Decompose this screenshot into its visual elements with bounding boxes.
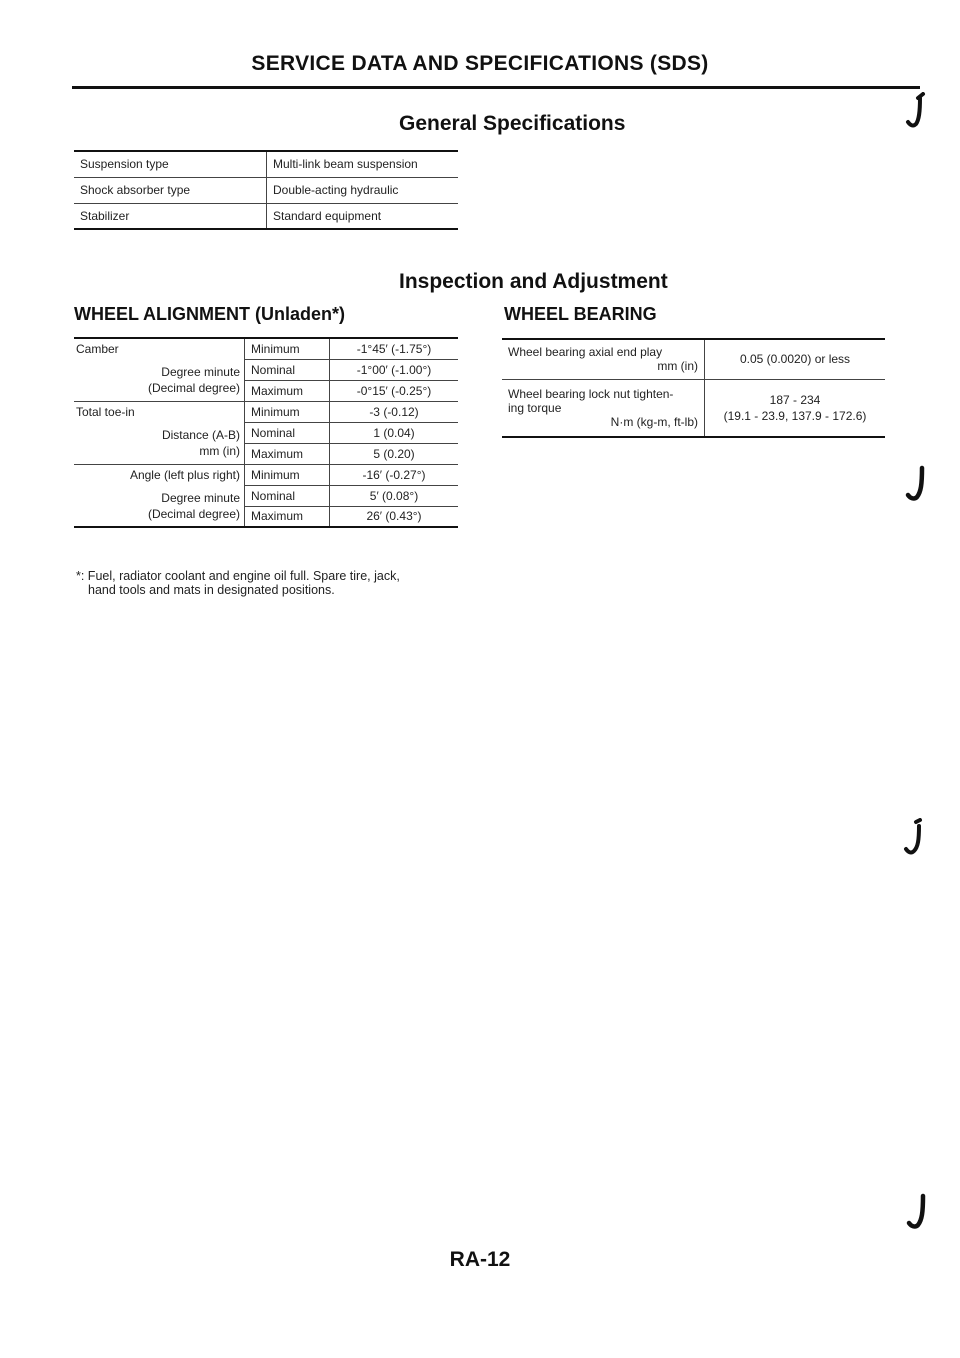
page-header-title: SERVICE DATA AND SPECIFICATIONS (SDS) bbox=[251, 52, 709, 75]
alignment-footnote bbox=[76, 569, 476, 597]
bearing-endplay-label: Wheel bearing axial end play bbox=[508, 345, 663, 360]
toe-angle-unit-line2: (Decimal degree) bbox=[147, 506, 240, 521]
bearing-endplay-unit: mm (in) bbox=[657, 359, 698, 374]
bearing-item bbox=[502, 339, 705, 379]
limit-kind: Nominal bbox=[245, 359, 330, 380]
limit-kind: Minimum bbox=[245, 401, 330, 422]
toe-distance-label-cell bbox=[74, 401, 245, 464]
table-row bbox=[74, 401, 458, 422]
table-row bbox=[74, 177, 458, 203]
inspection-adjustment-title: Inspection and Adjustment bbox=[399, 270, 668, 293]
wheel-bearing-table bbox=[502, 338, 885, 438]
camber-label: Camber bbox=[76, 342, 119, 356]
limit-value: 5 (0.20) bbox=[330, 443, 459, 464]
limit-value: -1°45′ (-1.75°) bbox=[356, 341, 432, 356]
footnote-line-2: hand tools and mats in designated positions. bbox=[88, 583, 335, 597]
bearing-torque-label-line1: Wheel bearing lock nut tighten- bbox=[508, 386, 674, 401]
toe-distance-unit-line1: Distance (A-B) bbox=[161, 427, 240, 442]
toe-in-label: Total toe-in bbox=[76, 404, 135, 419]
limit-value: -16′ (-0.27°) bbox=[330, 464, 459, 485]
spec-value: Standard equipment bbox=[267, 203, 459, 229]
page-number: RA-12 bbox=[449, 1248, 511, 1271]
limit-value: 5′ (0.08°) bbox=[330, 485, 459, 506]
bearing-endplay-value: 0.05 (0.0020) or less bbox=[739, 352, 851, 367]
binding-mark-icon bbox=[904, 1192, 932, 1232]
limit-value: -3 (-0.12) bbox=[330, 401, 459, 422]
toe-angle-label-cell bbox=[74, 464, 245, 527]
limit-kind: Maximum bbox=[245, 506, 330, 527]
table-row bbox=[74, 464, 458, 485]
footnote-line-1: *: Fuel, radiator coolant and engine oil full. Spare tire, jack, bbox=[76, 569, 400, 583]
bearing-torque-value-line1: 187 - 234 bbox=[769, 392, 821, 407]
binding-mark-icon bbox=[902, 818, 930, 858]
limit-kind: Minimum bbox=[245, 464, 330, 485]
limit-kind: Nominal bbox=[245, 422, 330, 443]
spec-item: Stabilizer bbox=[74, 203, 267, 229]
header-rule bbox=[72, 86, 920, 89]
bearing-item bbox=[502, 379, 705, 437]
limit-value: 26′ (0.43°) bbox=[330, 506, 459, 527]
toe-distance-unit-line2: mm (in) bbox=[199, 443, 240, 458]
limit-kind: Maximum bbox=[245, 380, 330, 401]
spec-item: Suspension type bbox=[74, 151, 267, 177]
bearing-torque-label-line2: ing torque bbox=[508, 400, 562, 415]
spec-value: Multi-link beam suspension bbox=[273, 157, 418, 172]
table-row bbox=[74, 151, 458, 177]
camber-unit-line1: Degree minute bbox=[161, 365, 240, 379]
spec-item: Shock absorber type bbox=[74, 177, 267, 203]
limit-value: 1 (0.04) bbox=[330, 422, 459, 443]
bearing-torque-unit: N·m (kg-m, ft-lb) bbox=[610, 414, 698, 429]
limit-kind: Minimum bbox=[245, 338, 330, 359]
wheel-bearing-title: WHEEL BEARING bbox=[504, 304, 657, 324]
binding-mark-icon bbox=[904, 464, 932, 504]
toe-angle-label: Angle (left plus right) bbox=[129, 467, 240, 482]
bearing-torque-value bbox=[705, 379, 886, 437]
limit-value: -1°00′ (-1.00°) bbox=[330, 359, 459, 380]
general-specifications-title: General Specifications bbox=[399, 112, 626, 135]
wheel-alignment-table bbox=[74, 337, 458, 528]
wheel-alignment-title: WHEEL ALIGNMENT (Unladen*) bbox=[74, 304, 345, 324]
table-row bbox=[74, 338, 458, 359]
general-specifications-table bbox=[74, 150, 458, 230]
table-row bbox=[502, 339, 885, 379]
camber-unit-line2: (Decimal degree) bbox=[147, 381, 240, 395]
camber-label-cell bbox=[74, 338, 245, 401]
table-row bbox=[502, 379, 885, 437]
limit-kind: Maximum bbox=[245, 443, 330, 464]
bearing-torque-value-line2: (19.1 - 23.9, 137.9 - 172.6) bbox=[723, 408, 867, 423]
spec-value: Double-acting hydraulic bbox=[267, 177, 459, 203]
limit-value: -0°15′ (-0.25°) bbox=[330, 380, 459, 401]
limit-kind: Nominal bbox=[245, 485, 330, 506]
table-row bbox=[74, 203, 458, 229]
toe-angle-unit-line1: Degree minute bbox=[161, 490, 240, 505]
binding-mark-icon bbox=[904, 92, 932, 132]
